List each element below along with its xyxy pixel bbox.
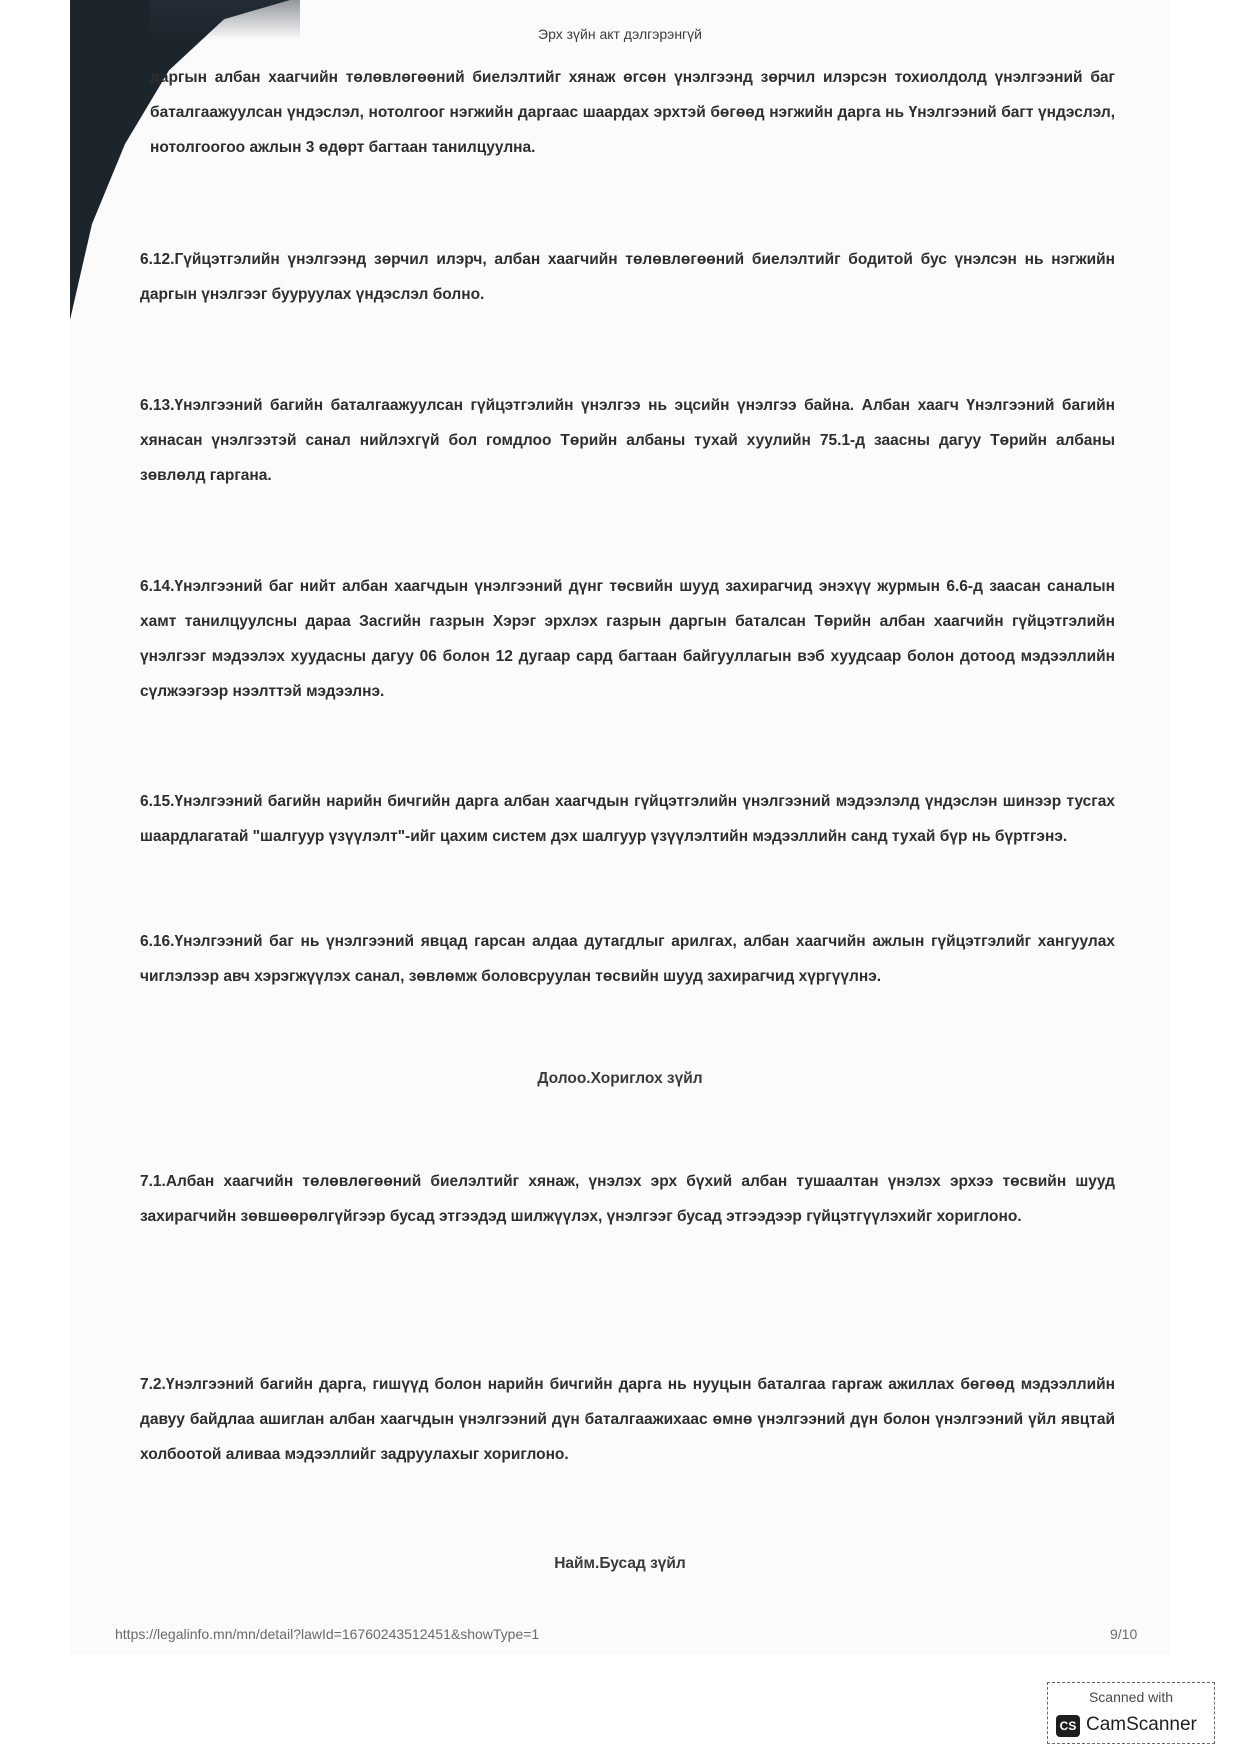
paragraph-6-15: 6.15.Үнэлгээний багийн нарийн бичгийн дарга албан хаагчдын гүйцэтгэлийн үнэлгээний мэдээлэлд үндэслэн шинээр тусгах шаардлагатай "шалгуур үзүүлэлт"-ийг цахим систем дэх шалгуур үзүүлэлтийн мэдээллийн санд тухай бүр нь бүртгэнэ. [140, 793, 1115, 845]
footer-url: https://legalinfo.mn/mn/detail?lawId=16760243512451&showType=1 [115, 1626, 540, 1642]
section-heading-eight: Найм.Бусад зүйл [554, 1555, 686, 1572]
page-header-title: Эрх зүйн акт дэлгэрэнгүй [538, 26, 702, 42]
paragraph-6-12: 6.12.Гүйцэтгэлийн үнэлгээнд зөрчил илэрч, албан хаагчийн төлөвлөгөөний биелэлтийг бодитой бус үнэлсэн нь нэгжийн даргын үнэлгээг бууруулах үндэслэл болно. [140, 251, 1115, 303]
paragraph-7-1: 7.1.Албан хаагчийн төлөвлөгөөний биелэлтийг хянаж, үнэлэх эрх бүхий албан тушаалтан үнэлэх эрхээ төсвийн шууд захирагчийн зөвшөөрөлгүйгээр бусад этгээдэд шилжүүлэх, үнэлгээг бусад этгээдээр гүйцэтгүүлэхийг хориглоно. [140, 1173, 1115, 1225]
paragraph-6-14: 6.14.Үнэлгээний баг нийт албан хаагчдын үнэлгээний дүнг төсвийн шууд захирагчид энэхүү журмын 6.6-д заасан саналын хамт танилцуулсны дараа Засгийн газрын Хэрэг эрхлэх газрын даргын баталсан Төрийн албан хаагчийн гүйцэтгэлийн үнэлгээг мэдээлэх хуудасны дагуу 06 болон 12 дугаар сард багтаан байгууллагын вэб хуудсаар болон дотоод мэдээллийн сүлжээгээр нээлттэй мэдээлнэ. [140, 578, 1115, 700]
paragraph-7-2: 7.2.Үнэлгээний багийн дарга, гишүүд болон нарийн бичгийн дарга нь нууцын баталгаа гаргаж ажиллах бөгөөд мэдээллийн давуу байдлаа ашиглан албан хаагчдын үнэлгээний дүн баталгаажихаас өмнө үнэлгээний дүн болон үнэлгээний үйл явцтай холбоотой аливаа мэдээллийг задруулахыг хориглоно. [140, 1376, 1115, 1463]
paragraph-6-16: 6.16.Үнэлгээний баг нь үнэлгээний явцад гарсан алдаа дутагдлыг арилгах, албан хаагчийн ажлын гүйцэтгэлийг хангуулах чиглэлээр авч хэрэгжүүлэх санал, зөвлөмж боловсруулан төсвийн шууд захирагчид хүргүүлнэ. [140, 933, 1115, 985]
section-heading-seven: Долоо.Хориглох зүйл [537, 1070, 703, 1087]
camscanner-logo-icon: CS [1056, 1715, 1080, 1737]
paragraph-continued: даргын албан хаагчийн төлөвлөгөөний биелэлтийг хянаж өгсөн үнэлгээнд зөрчил илэрсэн тохиолдолд үнэлгээний баг баталгаажуулсан үндэслэл, нотолгоог нэгжийн даргаас шаардах эрхтэй бөгөөд нэгжийн дарга нь Үнэлгээний багт үндэслэл, нотолгоогоо ажлын 3 өдөрт багтаан танилцуулна. [150, 69, 1115, 156]
footer-page-number: 9/10 [1110, 1626, 1138, 1642]
scanner-caption: Scanned with [1088, 1689, 1174, 1705]
camscanner-badge [1047, 1682, 1215, 1744]
paragraph-6-13: 6.13.Үнэлгээний багийн баталгаажуулсан гүйцэтгэлийн үнэлгээ нь эцсийн үнэлгээ байна. Албан хаагч Үнэлгээний багийн хянасан үнэлгээтэй санал нийлэхгүй бол гомдлоо Төрийн албаны тухай хуулийн 75.1-д заасны дагуу Төрийн албаны зөвлөлд гаргана. [140, 397, 1115, 484]
scanner-brand: CamScanner [1086, 1714, 1197, 1735]
